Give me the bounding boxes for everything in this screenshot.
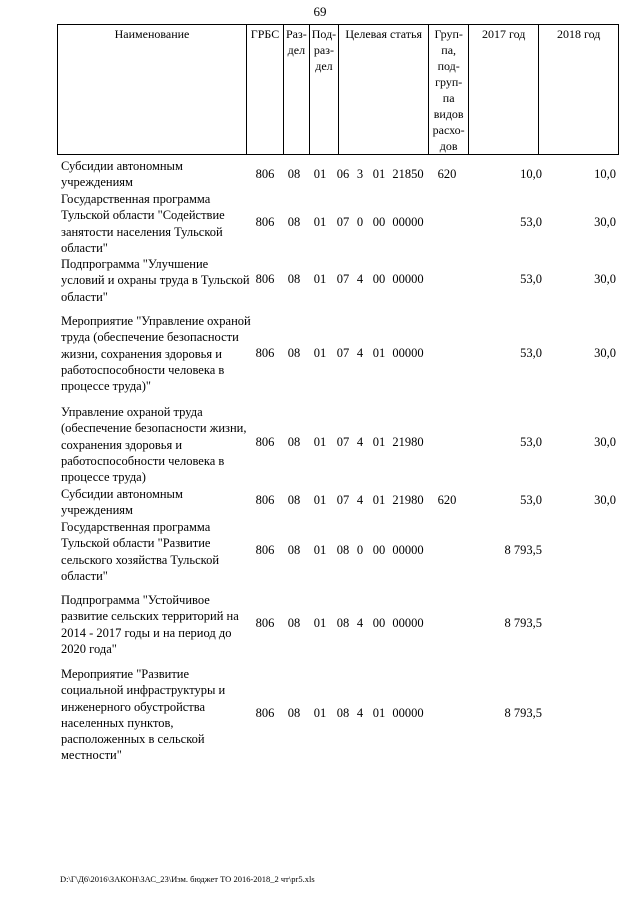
cell-subprogram: 4 [356, 272, 364, 286]
cell-vid: 620 [437, 493, 457, 507]
cell-direction: 00000 [392, 272, 424, 286]
cell-event: 00 [372, 215, 386, 229]
cell-podrazdel: 01 [313, 272, 327, 286]
cell-razdel: 08 [287, 346, 301, 360]
cell-2018: 30,0 [594, 272, 616, 286]
cell-subprogram: 4 [356, 493, 364, 507]
cell-podrazdel: 01 [313, 167, 327, 181]
cell-subprogram: 4 [356, 346, 364, 360]
cell-grbs: 806 [255, 706, 275, 720]
cell-event: 01 [372, 346, 386, 360]
cell-program: 07 [336, 435, 350, 449]
row-name: Управление охраной труда (обеспечение безопасности жизни, сохранения здоровья и работоспособности человека в процессе труда) [61, 405, 247, 485]
row-name: Мероприятие "Управление охраной труда (обеспечение безопасности жизни, сохранения здоровья и работоспособности человека в процессе труда)" [61, 314, 251, 394]
cell-2017: 53,0 [520, 493, 542, 507]
cell-grbs: 806 [255, 543, 275, 557]
cell-event: 01 [372, 435, 386, 449]
cell-2017: 8 793,5 [504, 706, 542, 720]
row-name: Субсидии автономным учреждениям [61, 159, 183, 190]
cell-subprogram: 4 [356, 706, 364, 720]
cell-subprogram: 0 [356, 543, 364, 557]
cell-podrazdel: 01 [313, 543, 327, 557]
header-podrazdel-text: Под- раз- дел [311, 27, 337, 73]
cell-grbs: 806 [255, 435, 275, 449]
cell-2018: 30,0 [594, 435, 616, 449]
cell-grbs: 806 [255, 493, 275, 507]
cell-event: 01 [372, 706, 386, 720]
cell-grbs: 806 [255, 272, 275, 286]
cell-razdel: 08 [287, 167, 301, 181]
cell-subprogram: 4 [356, 616, 364, 630]
cell-subprogram: 0 [356, 215, 364, 229]
header-podrazdel [309, 25, 338, 155]
cell-program: 07 [336, 272, 350, 286]
header-grbs: ГРБС [247, 25, 284, 155]
cell-2018: 30,0 [594, 346, 616, 360]
cell-podrazdel: 01 [313, 215, 327, 229]
cell-program: 06 [336, 167, 350, 181]
cell-grbs: 806 [255, 167, 275, 181]
cell-subprogram: 3 [356, 167, 364, 181]
cell-2017: 10,0 [520, 167, 542, 181]
cell-direction: 00000 [392, 706, 424, 720]
cell-direction: 00000 [392, 543, 424, 557]
cell-2017: 53,0 [520, 435, 542, 449]
cell-2017: 8 793,5 [504, 543, 542, 557]
cell-direction: 00000 [392, 346, 424, 360]
cell-vid: 620 [437, 167, 457, 181]
cell-podrazdel: 01 [313, 706, 327, 720]
cell-event: 00 [372, 616, 386, 630]
footer-file-path: D:\Г\Д6\2016\ЗАКОН\ЗАС_23\Изм. бюджет ТО 2016-2018_2 чт\pr5.xls [60, 874, 315, 884]
cell-event: 01 [372, 167, 386, 181]
cell-podrazdel: 01 [313, 435, 327, 449]
cell-podrazdel: 01 [313, 346, 327, 360]
row-name: Мероприятие "Развитие социальной инфраструктуры и инженерного обустройства населенных пунктов, расположенных в сельской местности" [61, 667, 226, 763]
row-name: Государственная программа Тульской области "Развитие сельского хозяйства Тульской области" [61, 520, 220, 583]
cell-razdel: 08 [287, 543, 301, 557]
table-header [57, 24, 619, 155]
cell-razdel: 08 [287, 493, 301, 507]
cell-2017: 53,0 [520, 215, 542, 229]
cell-program: 07 [336, 493, 350, 507]
cell-program: 08 [336, 543, 350, 557]
cell-podrazdel: 01 [313, 493, 327, 507]
cell-event: 01 [372, 493, 386, 507]
cell-grbs: 806 [255, 616, 275, 630]
cell-direction: 21980 [392, 493, 424, 507]
cell-podrazdel: 01 [313, 616, 327, 630]
header-name: Наименование [58, 25, 247, 155]
cell-razdel: 08 [287, 616, 301, 630]
row-name: Субсидии автономным учреждениям [61, 487, 183, 518]
header-tselevaya-statya: Целевая статья [339, 25, 429, 155]
row-name: Подпрограмма "Улучшение условий и охраны труда в Тульской области" [61, 257, 250, 304]
cell-event: 00 [372, 543, 386, 557]
cell-2018: 30,0 [594, 493, 616, 507]
header-2018: 2018 год [539, 25, 619, 155]
cell-2017: 53,0 [520, 272, 542, 286]
cell-direction: 00000 [392, 616, 424, 630]
cell-razdel: 08 [287, 272, 301, 286]
cell-grbs: 806 [255, 346, 275, 360]
cell-razdel: 08 [287, 435, 301, 449]
cell-program: 07 [336, 215, 350, 229]
cell-direction: 21980 [392, 435, 424, 449]
cell-2018: 10,0 [594, 167, 616, 181]
cell-razdel: 08 [287, 706, 301, 720]
header-2017: 2017 год [469, 25, 539, 155]
cell-2017: 8 793,5 [504, 616, 542, 630]
cell-razdel: 08 [287, 215, 301, 229]
header-gruppa-vidov [429, 25, 469, 155]
cell-subprogram: 4 [356, 435, 364, 449]
cell-direction: 21850 [392, 167, 424, 181]
row-name: Подпрограмма "Устойчивое развитие сельских территорий на 2014 - 2017 годы и на период до 2020 года" [61, 593, 239, 656]
cell-program: 08 [336, 706, 350, 720]
header-gruppa-text: Груп- па, под- груп- па видов расхо- дов [432, 27, 465, 153]
cell-2017: 53,0 [520, 346, 542, 360]
header-razdel [284, 25, 310, 155]
cell-program: 08 [336, 616, 350, 630]
cell-grbs: 806 [255, 215, 275, 229]
header-razdel-text: Раз- дел [286, 27, 307, 57]
row-name: Государственная программа Тульской области "Содействие занятости населения Тульской области" [61, 192, 225, 255]
cell-program: 07 [336, 346, 350, 360]
page-number: 69 [313, 4, 327, 19]
cell-event: 00 [372, 272, 386, 286]
cell-2018: 30,0 [594, 215, 616, 229]
cell-direction: 00000 [392, 215, 424, 229]
